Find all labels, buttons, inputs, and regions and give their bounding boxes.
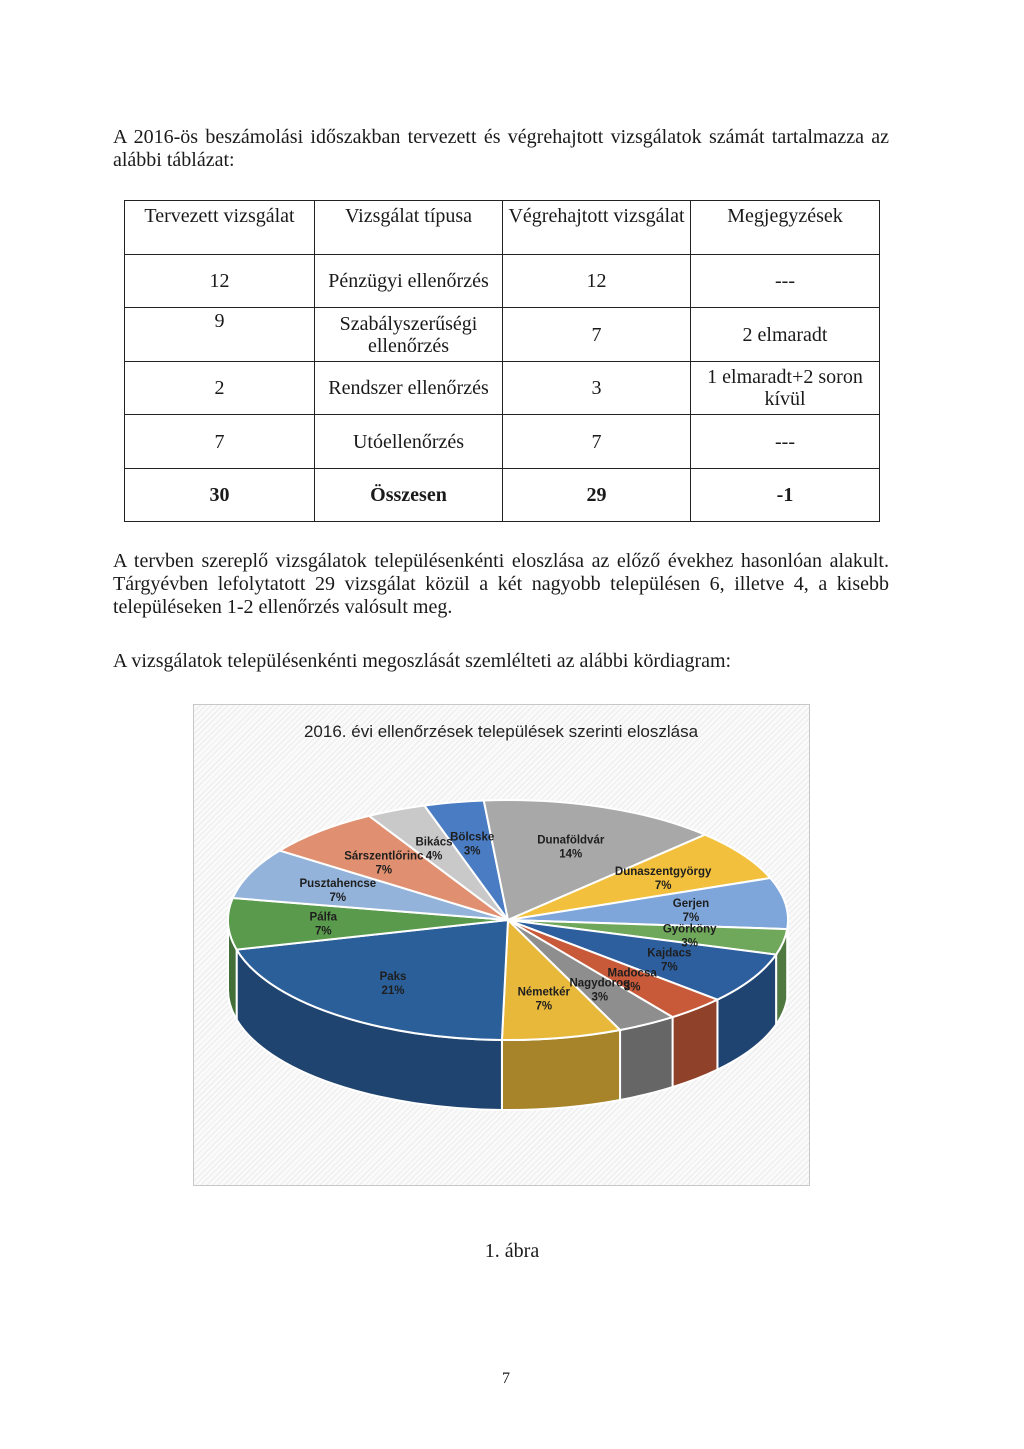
table-cell: ---: [691, 415, 880, 469]
table-total-cell: 30: [125, 469, 315, 522]
slice-label-percent: 3%: [591, 991, 609, 1004]
figure-caption: 1. ábra: [484, 1240, 540, 1262]
pie-side-németkér: [502, 1030, 620, 1110]
slice-label-percent: 7%: [661, 961, 678, 974]
slice-label-percent: 4%: [425, 850, 443, 863]
table-total-cell: -1: [691, 469, 880, 522]
slice-label-name: Madocsa: [607, 967, 657, 980]
chart-intro-paragraph: A vizsgálatok településenkénti megoszlását szemlélteti az alábbi kördiagram:: [113, 650, 732, 672]
slice-label-percent: 3%: [463, 845, 481, 858]
slice-label-name: Bikács: [415, 836, 453, 849]
inspection-table: [124, 200, 880, 522]
slice-label-name: Györköny: [662, 923, 717, 936]
slice-label-percent: 7%: [654, 879, 672, 892]
intro-paragraph: A 2016-ös beszámolási időszakban tervezett és végrehajtott vizsgálatok számát tartalmazza az alábbi táblázat:: [113, 126, 889, 171]
slice-label-name: Nagydorog: [569, 977, 631, 990]
chart-title: 2016. évi ellenőrzések települések szerinti eloszlása: [303, 722, 699, 741]
slice-label-name: Paks: [379, 970, 407, 983]
table-cell: 7: [503, 308, 691, 362]
table-header-row: [125, 201, 880, 255]
table-cell: Szabályszerűségi ellenőrzés: [315, 308, 503, 362]
table-cell: 2 elmaradt: [691, 308, 880, 362]
slice-label-name: Pálfa: [309, 911, 338, 924]
slice-label-percent: 14%: [559, 848, 583, 861]
slice-label-percent: 3%: [681, 937, 698, 950]
slice-label-percent: 7%: [375, 864, 393, 877]
slice-label-percent: 7%: [535, 1000, 553, 1013]
page-number: 7: [502, 1370, 510, 1387]
slice-label-name: Bölcske: [450, 831, 495, 844]
table-cell: Rendszer ellenőrzés: [315, 362, 503, 415]
table-cell: 2: [125, 362, 315, 415]
table-row: [125, 362, 880, 415]
slice-label-percent: 7%: [329, 892, 347, 905]
pie-chart: [193, 704, 810, 1186]
table-cell: 12: [503, 255, 691, 308]
table-header-cell: Végrehajtott vizsgálat: [503, 201, 691, 255]
table-total-cell: Összesen: [315, 469, 503, 522]
slice-label-percent: 21%: [381, 984, 405, 997]
table-cell: Pénzügyi ellenőrzés: [315, 255, 503, 308]
slice-label-percent: 7%: [682, 911, 700, 924]
table-cell: 7: [125, 415, 315, 469]
table-cell: 12: [125, 255, 315, 308]
table-cell: 1 elmaradt+2 soron kívül: [691, 362, 880, 415]
table-row: [125, 415, 880, 469]
table-header-cell: Tervezett vizsgálat: [125, 201, 315, 255]
slice-label-percent: 3%: [623, 981, 641, 994]
pie-side-nagydorog: [620, 1017, 673, 1100]
distribution-paragraph: A tervben szereplő vizsgálatok településenkénti eloszlása az előző évekhez hasonlóan alakult. Tárgyévben lefolytatott 29 vizsgálat közül a két nagyobb településen 6, illetve 4, a kisebb településeken 1-2 ellenőrzés valósult meg.: [113, 550, 889, 618]
table-header-cell: Vizsgálat típusa: [315, 201, 503, 255]
slice-label-name: Sárszentlőrinc: [344, 850, 424, 863]
table-total-cell: 29: [503, 469, 691, 522]
table-cell: 9: [125, 308, 315, 362]
slice-label-name: Pusztahencse: [299, 878, 377, 891]
pie-chart-svg: [194, 705, 809, 1185]
slice-label-name: Dunaföldvár: [537, 834, 605, 847]
slice-label-name: Dunaszentgyörgy: [614, 865, 712, 878]
table-row: [125, 255, 880, 308]
slice-label-name: Kajdacs: [647, 947, 692, 960]
slice-label-name: Németkér: [517, 986, 571, 999]
table-cell: ---: [691, 255, 880, 308]
table-cell: Utóellenőrzés: [315, 415, 503, 469]
slice-label-percent: 7%: [314, 925, 332, 938]
table-cell: 3: [503, 362, 691, 415]
table-cell: 7: [503, 415, 691, 469]
slice-label-name: Gerjen: [672, 897, 710, 910]
table-total-row: [125, 469, 880, 522]
table-header-cell: Megjegyzések: [691, 201, 880, 255]
table-row: [125, 308, 880, 362]
